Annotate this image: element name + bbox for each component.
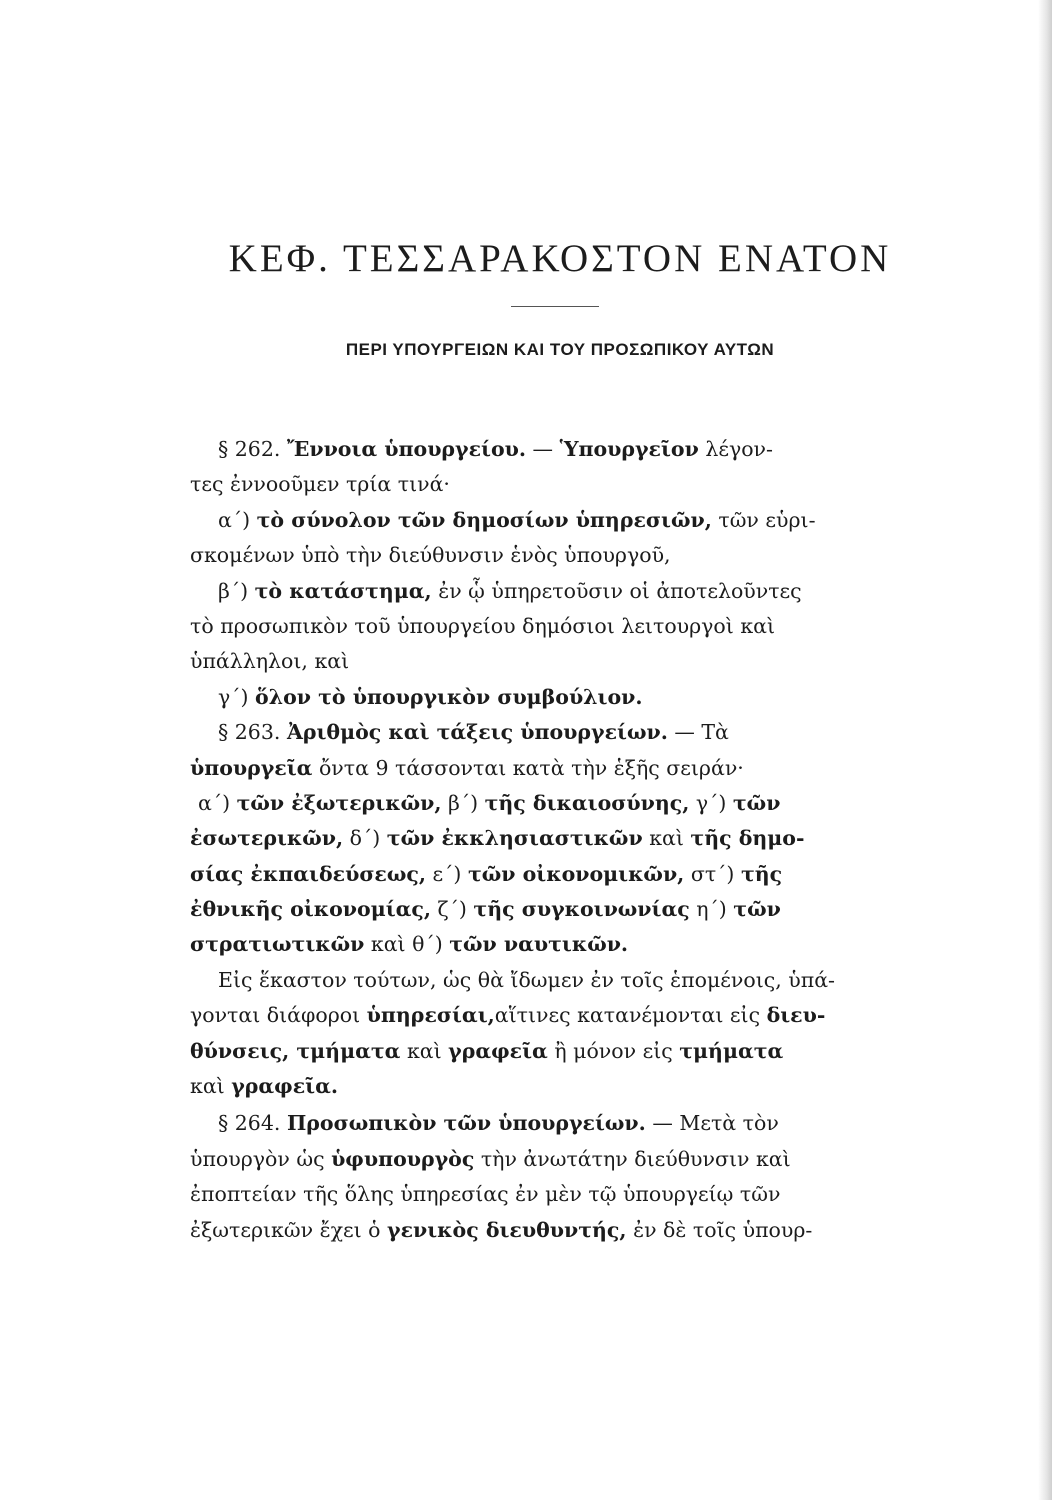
section-number: § 264. — [218, 1111, 287, 1136]
paragraph-services-line — [190, 963, 900, 998]
paragraph-263-line — [190, 751, 900, 786]
text-span: γονται διάφοροι — [190, 1003, 367, 1028]
term: σίας ἐκπαιδεύσεως, — [190, 861, 427, 886]
section-heading: Ἀριθμὸς καὶ τάξεις ὑπουργείων. — [286, 720, 668, 745]
term: ὅλον τὸ ὑπουργικὸν συμβούλιον. — [255, 684, 643, 709]
list-item-b-cont — [190, 609, 900, 644]
text-span: τες ἐννοοῦμεν τρία τινά· — [190, 472, 450, 497]
paragraph-263-line — [190, 786, 900, 821]
text-span: καὶ — [190, 1074, 232, 1099]
list-item-g — [190, 680, 900, 715]
paragraph-263-line — [190, 857, 900, 892]
text-span: — — [526, 437, 560, 461]
term: τῶν — [733, 897, 781, 922]
paragraph-263-line — [190, 715, 900, 750]
text-span: τῶν εὑρι- — [711, 507, 816, 532]
text-span: ε΄) — [426, 861, 468, 886]
paragraph-263-line — [190, 821, 900, 856]
section-number: § 263. — [218, 720, 287, 745]
chapter-title: ΚΕΦ. ΤΕΣΣΑΡΑΚΟΣΤΟΝ ΕΝΑΤΟΝ — [228, 237, 892, 280]
text-span: ἐποπτείαν τῆς ὅλης ὑπηρεσίας ἐν μὲν τῷ ὑπουργείῳ τῶν — [190, 1182, 781, 1207]
text-span: καὶ θ΄) — [364, 932, 450, 957]
term: στρατιωτικῶν — [190, 932, 365, 957]
text-span: ἐξωτερικῶν ἔχει ὁ — [190, 1217, 388, 1242]
term: τῶν — [732, 790, 781, 815]
text-span: ὑπουργὸν ὡς — [190, 1146, 332, 1171]
term: γενικὸς διευθυντής, — [387, 1217, 627, 1242]
text-span: ζ΄) — [431, 897, 474, 922]
paragraph-263-line — [190, 927, 900, 962]
paragraph-264-line — [190, 1106, 900, 1141]
title-rule — [511, 306, 599, 307]
term: ὑφυπουργὸς — [331, 1146, 475, 1171]
term: τῆς συγκοινωνίας — [473, 897, 690, 922]
term: γραφεῖα — [448, 1038, 548, 1063]
section-heading: Προσωπικὸν τῶν ὑπουργείων. — [286, 1111, 646, 1136]
text-span: ἢ μόνον εἰς — [547, 1038, 680, 1063]
term: τῆς δημο- — [690, 826, 805, 851]
term: ἐθνικῆς οἰκονομίας, — [190, 897, 432, 922]
section-heading: Ἔννοια ὑπουργείου. — [286, 437, 527, 461]
term: τὸ κατάστημα, — [254, 578, 432, 603]
paragraph-263-line — [190, 892, 900, 927]
text-span: δ΄) — [343, 826, 387, 851]
text-span: σκομένων ὑπὸ τὴν διεύθυνσιν ἑνὸς ὑπουργοῦ, — [190, 543, 671, 568]
text-span: καὶ — [642, 826, 691, 851]
term: διευ- — [766, 1003, 826, 1028]
term: τῶν οἰκονομικῶν, — [467, 861, 685, 886]
text-span: ὄντα 9 τάσσονται κατὰ τὴν ἑξῆς σειράν· — [312, 755, 744, 780]
term: ἐσωτερικῶν, — [190, 826, 344, 851]
text-span: ἐν δὲ τοῖς ὑπουρ- — [626, 1217, 813, 1242]
paragraph-262-line — [190, 467, 900, 502]
paragraph-264-line — [190, 1142, 900, 1177]
text-span: στ΄) — [684, 861, 741, 886]
list-item-a — [190, 503, 900, 538]
text-span: η΄) — [689, 897, 734, 922]
text-span: α΄) — [218, 507, 257, 532]
term: θύνσεις, τμήματα — [190, 1038, 401, 1063]
list-item-b — [190, 574, 900, 609]
term: τῶν ἐκκλησιαστικῶν — [386, 826, 643, 851]
term: τμήματα — [679, 1038, 784, 1063]
term: γραφεῖα. — [231, 1074, 339, 1099]
term: ὑπουργεῖα — [190, 755, 313, 780]
text-span: — Τὰ — [667, 720, 729, 745]
term: τῆς — [740, 861, 783, 886]
page-edge-shadow — [1038, 0, 1052, 1500]
section-number: § 262. — [218, 437, 287, 461]
text-span: γ΄) — [218, 684, 256, 709]
text-span: β΄) — [218, 578, 255, 603]
text-span: τὴν ἀνωτάτην διεύθυνσιν καὶ — [474, 1146, 791, 1171]
text-span: καὶ — [400, 1038, 449, 1063]
paragraph-264-line — [190, 1177, 900, 1212]
term: τῶν ἐξωτερικῶν, — [236, 790, 442, 815]
text-span: γ΄) — [689, 790, 733, 815]
text-span: ὑπάλληλοι, καὶ — [190, 649, 350, 674]
paragraph-services-line — [190, 998, 900, 1033]
paragraph-262-line — [190, 432, 900, 467]
paragraph-264-line — [190, 1213, 900, 1248]
term: τῆς δικαιοσύνης, — [484, 790, 690, 815]
list-item-b-cont — [190, 644, 900, 679]
term: ὑπηρεσίαι, — [366, 1003, 495, 1028]
term: τῶν ναυτικῶν. — [449, 932, 629, 957]
text-span: τὸ προσωπικὸν τοῦ ὑπουργείου δημόσιοι λειτουργοὶ καὶ — [190, 613, 776, 638]
list-item-a-cont — [190, 538, 900, 573]
text-span: ἐν ᾧ ὑπηρετοῦσιν οἱ ἀποτελοῦντες — [431, 578, 802, 603]
text-span: λέγον- — [698, 437, 773, 461]
paragraph-services-line — [190, 1034, 900, 1069]
text-span: β΄) — [441, 790, 485, 815]
term: Ὑπουργεῖον — [559, 437, 699, 461]
text-span: αἵτινες κατανέμονται εἰς — [494, 1003, 767, 1028]
text-span: α΄) — [198, 790, 237, 815]
text-span: Εἰς ἕκαστον τούτων, ὡς θὰ ἴδωμεν ἐν τοῖς ἑπομένοις, ὑπά- — [218, 967, 835, 992]
chapter-subtitle: ΠΕΡΙ ΥΠΟΥΡΓΕΙΩΝ ΚΑΙ ΤΟΥ ΠΡΟΣΩΠΙΚΟΥ ΑΥΤΩΝ — [345, 340, 775, 359]
body-text — [190, 432, 900, 1248]
text-span: — Μετὰ τὸν — [645, 1111, 779, 1136]
paragraph-services-line — [190, 1069, 900, 1104]
term: τὸ σύνολον τῶν δημοσίων ὑπηρεσιῶν, — [256, 507, 712, 532]
